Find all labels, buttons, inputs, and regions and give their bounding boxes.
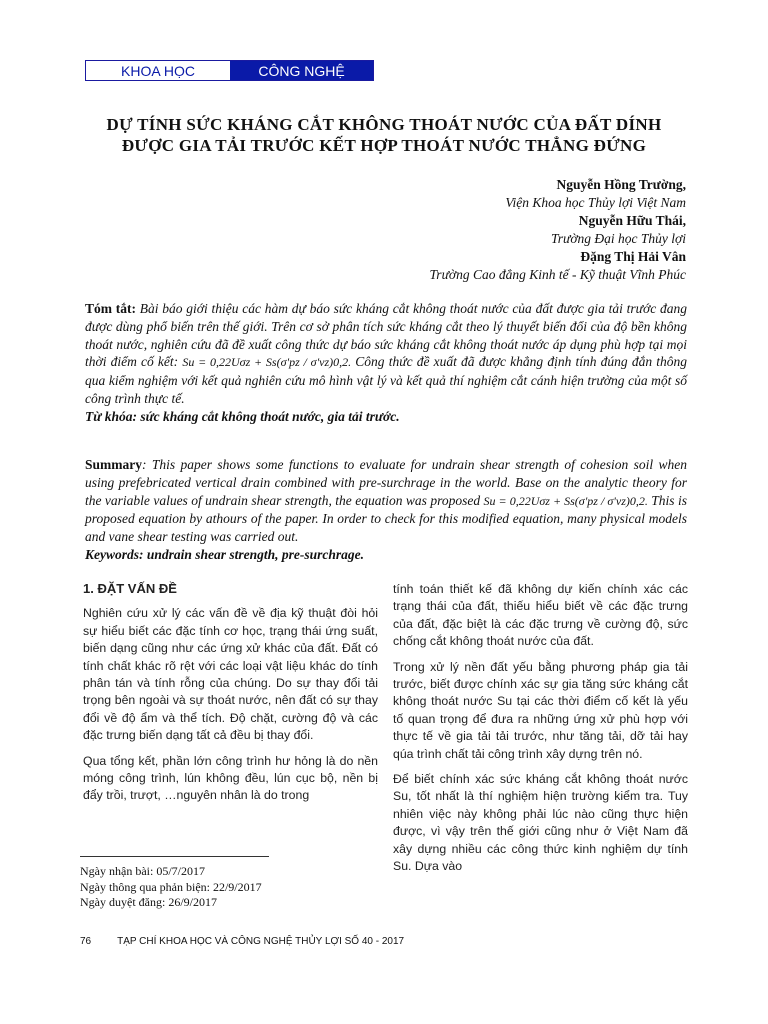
header-label-left: KHOA HỌC (86, 61, 230, 80)
summary-text-2: This is proposed equation by athours of the paper. In order to check for this modified equation, many physical models and vane shear testing was carried out. (85, 492, 687, 545)
keywords-vietnamese: Từ khóa: sức kháng cắt không thoát nước, gia tải trước. (85, 408, 400, 424)
author-name-2: Nguyễn Hữu Thái, (578, 213, 686, 228)
abstract-text-1: Bài báo giới thiệu các hàm dự báo sức kháng cắt không thoát nước của đất được gia tải trước đang được dùng phổ biến trên thế giới. Trên cơ sở phân tích sức kháng cắt theo lý thuyết biến đổi của độ bền không thoát nước, nghiên cứu đã đề xuất công thức dự báo sức kháng cắt không thoát nước áp dụng phù hợp tại mọi thời điểm cố kết: (85, 301, 687, 370)
author-name-3: Đặng Thị Hải Vân (580, 249, 686, 264)
abstract-equation: Su = 0,22Uσz + Ss(σ'pz / σ'vz)0,2. (182, 355, 352, 370)
page-number: 76 (80, 936, 92, 947)
right-paragraph-3: Để biết chính xác sức kháng cắt không thoát nước Su, tốt nhất là thí nghiệm hiện trường kiểm tra. Tuy nhiên việc này không phải lúc nào cũng thực hiện được, vì vậy trên thế giới cũng như ở Việt Nam đã xây dựng nhiều các công thức kinh nghiệm dự tính Su. Dựa vào (393, 772, 688, 874)
right-column (393, 581, 688, 884)
keywords-english: Keywords: undrain shear strength, pre-surchrage. (85, 546, 365, 562)
section-heading: 1. ĐẶT VẤN ĐỀ (83, 581, 177, 596)
abstract-text-2: Công thức đề xuất đã được khẳng định tính đúng đắn thông qua kiểm nghiệm với kết quả nghiên cứu mô hình vật lý và kết quả thí nghiệm cắt cánh hiện trường của một số công trình thực tế. (85, 354, 687, 406)
right-paragraph-1: tính toán thiết kế đã không dự kiến chính xác các trạng thái của đất, thiếu hiểu biết về các đặc trưng của đất, đặc biệt là các đặc trưng về cường độ, sức chống cắt không thoát nước của đất. (393, 582, 688, 649)
author-affiliation-1: Viện Khoa học Thủy lợi Việt Nam (505, 195, 686, 210)
paper-title-line-2: ĐƯỢC GIA TẢI TRƯỚC KẾT HỢP THOÁT NƯỚC THẲNG ĐỨNG (121, 136, 647, 155)
submission-dates (80, 864, 262, 911)
section-header-bar (85, 60, 374, 81)
abstract-vietnamese (85, 300, 687, 426)
author-affiliation-2: Trường Đại học Thủy lợi (550, 231, 686, 246)
summary-text-1: : This paper shows some functions to evaluate for undrain shear strength of cohesion soil when using prefebricated vertical drain combined with pre-surchrage in the world. Base on the analytic theory for the variable values of undrain shear strength, the equation was proposed (85, 457, 687, 508)
date-received: Ngày nhận bài: 05/7/2017 (80, 864, 205, 878)
paper-title-line-1: DỰ TÍNH SỨC KHÁNG CẮT KHÔNG THOÁT NƯỚC CỦA ĐẤT DÍNH (106, 115, 662, 134)
abstract-english (85, 456, 687, 564)
right-paragraph-2: Trong xử lý nền đất yếu bằng phương pháp gia tải trước, biết được chính xác sự gia tăng sức kháng cắt không thoát nước Su tại các thời điểm cố kết là yếu tố quan trọng để đưa ra những ứng xử phù hợp với thực tế về gia tải tải trước, như tăng tải, dỡ tải hay qúa trình chất tải công trình xây dựng trên nó. (393, 659, 688, 761)
abstract-label: Tóm tắt: (85, 301, 136, 316)
summary-label: Summary (85, 457, 142, 472)
journal-name: TẠP CHÍ KHOA HỌC VÀ CÔNG NGHỆ THỦY LỢI SỐ 40 - 2017 (117, 936, 405, 947)
author-name-1: Nguyễn Hồng Trường, (556, 177, 686, 192)
footnote-separator (80, 856, 269, 857)
left-column (83, 580, 378, 813)
left-paragraph-2: Qua tổng kết, phần lớn công trình hư hỏng là do nền móng công trình, lún không đều, lún cục bộ, nền bị đẩy trồi, trượt, …nguyên nhân là do trong (83, 753, 378, 803)
date-accepted: Ngày duyệt đăng: 26/9/2017 (80, 895, 217, 909)
header-label-right: CÔNG NGHỆ (230, 61, 373, 80)
author-affiliation-3: Trường Cao đẳng Kinh tế - Kỹ thuật Vĩnh Phúc (429, 267, 686, 282)
left-paragraph-1: Nghiên cứu xử lý các vấn đề về địa kỹ thuật đòi hỏi sự hiểu biết các đặc tính cơ học, trạng thái ứng suất, biến dạng cũng như các ứng xử khác của đất. Đất có tính chất khác rõ rệt với các loại vật liệu khác do tính phân tán và tính rỗng của chúng. Do sự thay đổi tải trọng bên ngoài và sự thoát nước, nên đất có sự thay đổi về độ ẩm và thể tích. Độ chặt, cường độ và các đặc trưng biến dạng tất cả đều bị thay đổi. (83, 606, 378, 743)
page-footer (80, 936, 404, 947)
summary-equation: Su = 0,22Uσz + Ss(σ'pz / σ'vz)0,2. (483, 493, 648, 508)
date-reviewed: Ngày thông qua phản biện: 22/9/2017 (80, 879, 262, 894)
